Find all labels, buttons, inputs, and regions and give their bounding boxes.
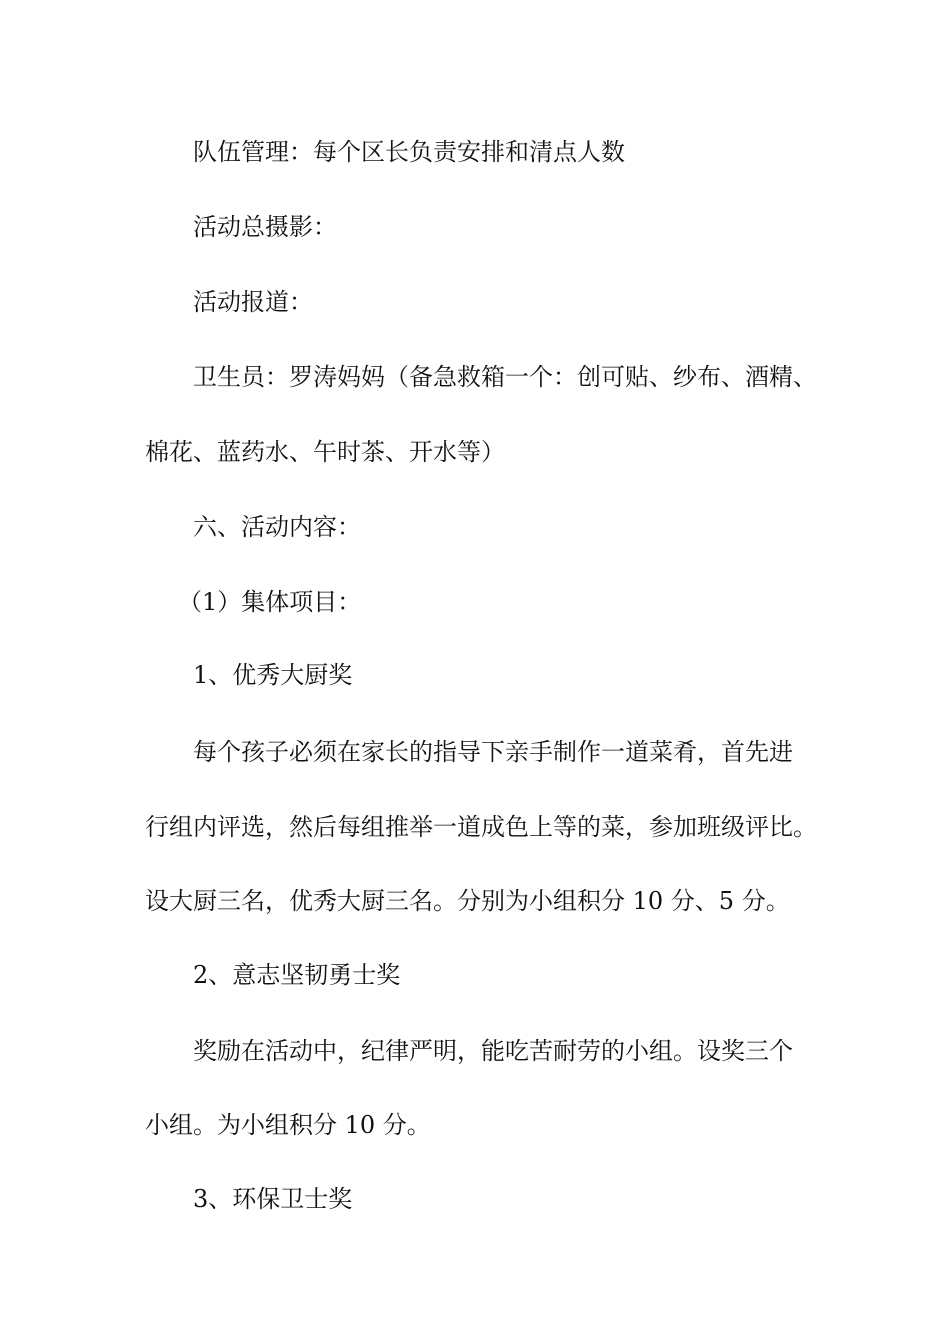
item-heading-eco-guardian: 3、环保卫士奖 xyxy=(193,1185,353,1213)
paragraph-line: 设大厨三名，优秀大厨三名。分别为小组积分 10 分、5 分。 xyxy=(145,887,790,915)
item-heading-best-chef: 1、优秀大厨奖 xyxy=(193,661,353,689)
paragraph-line: 每个孩子必须在家长的指导下亲手制作一道菜肴，首先进 xyxy=(193,738,793,766)
paragraph-line: 行组内评选，然后每组推举一道成色上等的菜，参加班级评比。 xyxy=(145,813,817,841)
item-heading-perseverance: 2、意志坚韧勇士奖 xyxy=(193,961,401,989)
medic-line-continued: 棉花、蓝药水、午时茶、开水等） xyxy=(145,438,505,466)
reporter-line: 活动报道： xyxy=(193,288,313,316)
subsection-heading-group-items: （1）集体项目： xyxy=(178,588,362,616)
paragraph-line: 奖励在活动中，纪律严明，能吃苦耐劳的小组。设奖三个 xyxy=(193,1037,793,1065)
medic-line: 卫生员：罗涛妈妈（备急救箱一个：创可贴、纱布、酒精、 xyxy=(193,363,817,391)
section-heading-activity-content: 六、活动内容： xyxy=(193,513,361,541)
photographer-line: 活动总摄影： xyxy=(193,213,337,241)
team-management-line: 队伍管理：每个区长负责安排和清点人数 xyxy=(193,138,625,166)
paragraph-line: 小组。为小组积分 10 分。 xyxy=(145,1111,431,1139)
